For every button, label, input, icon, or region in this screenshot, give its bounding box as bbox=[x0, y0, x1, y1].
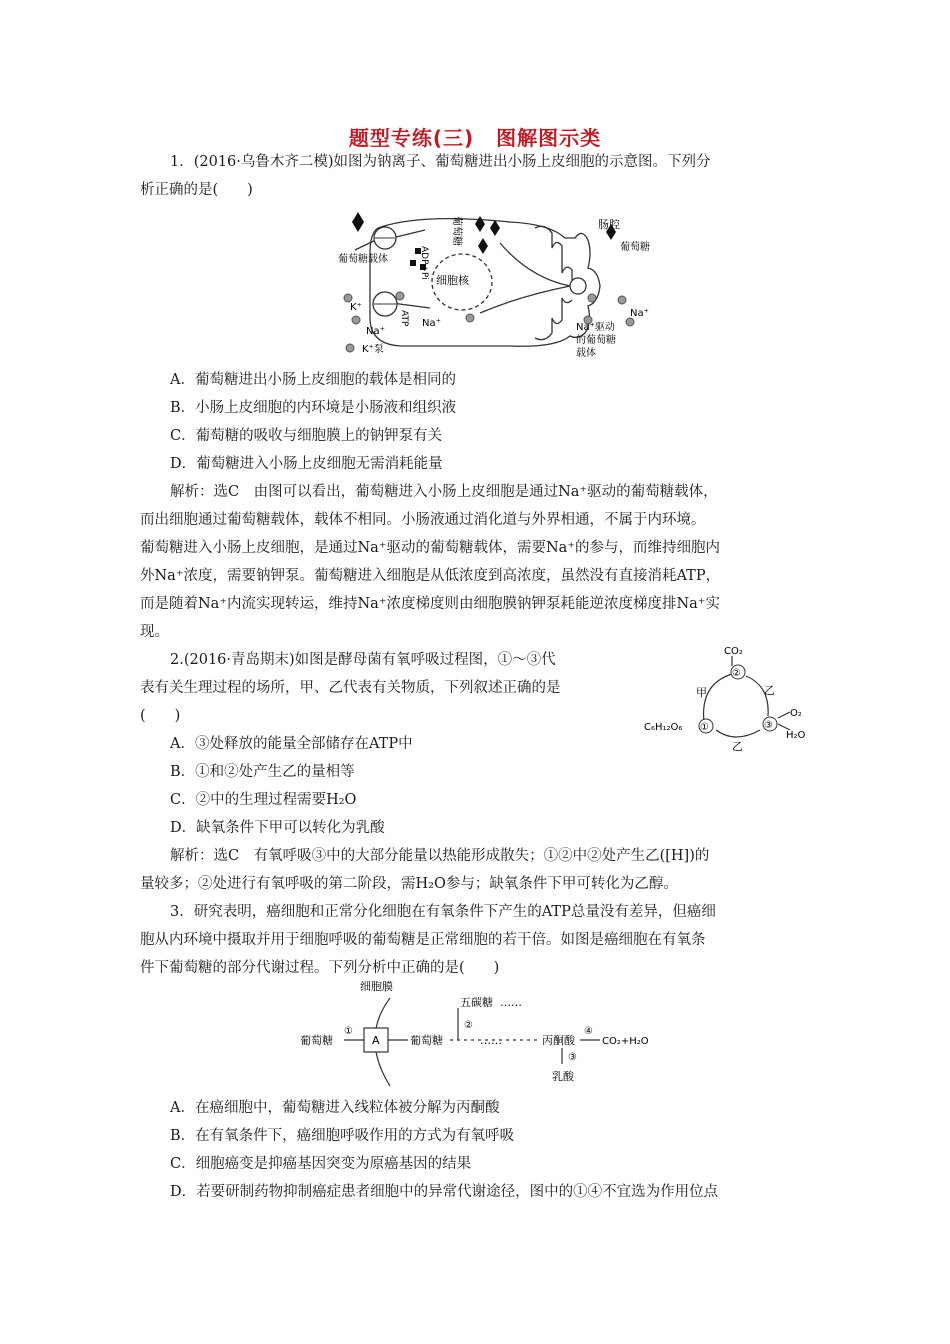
q1-analysis-line6: 现。 bbox=[140, 624, 169, 640]
page-title bbox=[0, 122, 950, 151]
q3-stem-line1: 3．研究表明，癌细胞和正常分化细胞在有氧条件下产生的ATP总量没有差异，但癌细 bbox=[170, 904, 716, 920]
q2-label-o2: O₂ bbox=[790, 708, 802, 719]
q1-label-k: K⁺ bbox=[350, 302, 362, 313]
q1-label-na-carrier-1: Na⁺驱动 bbox=[576, 322, 615, 333]
q3-stem-line3: 件下葡萄糖的部分代谢过程。下列分析中正确的是( ) bbox=[140, 960, 500, 976]
q1-label-adp: ADP+Pi bbox=[419, 246, 429, 280]
q3-label-c3: ③ bbox=[568, 1052, 577, 1063]
q3-figure bbox=[300, 978, 690, 1090]
q2-stem-line2: 表有关生理过程的场所，甲、乙代表有关物质，下列叙述正确的是 bbox=[140, 680, 561, 696]
q3-option-c: C．细胞癌变是抑癌基因突变为原癌基因的结果 bbox=[170, 1156, 472, 1172]
q3-label-c2: ② bbox=[464, 1020, 473, 1031]
q2-label-c3: ③ bbox=[764, 720, 773, 731]
q1-label-glucose-top: 葡萄糖 bbox=[451, 216, 462, 246]
title-part1: 题型专练(三) bbox=[348, 126, 475, 150]
q3-label-dots-top: …… bbox=[500, 996, 522, 1009]
q3-label-dots-mid: …… bbox=[480, 1034, 502, 1047]
q2-stem-line3: ( ) bbox=[140, 708, 181, 724]
q1-analysis-line2: 而出细胞通过葡萄糖载体，载体不相同。小肠液通过消化道与外界相通，不属于内环境。 bbox=[140, 512, 706, 528]
q1-label-na-3: Na⁺ bbox=[630, 308, 649, 319]
title-part2: 图解图示类 bbox=[496, 126, 602, 150]
q2-label-h2o: H₂O bbox=[786, 730, 806, 741]
q3-label-box: A bbox=[372, 1034, 380, 1047]
q2-label-co2: CO₂ bbox=[724, 646, 743, 657]
q3-label-lactate: 乳酸 bbox=[552, 1070, 574, 1083]
q1-label-pump: K⁺泵 bbox=[362, 344, 384, 355]
q1-analysis-line5: 而是随着Na⁺内流实现转运，维持Na⁺浓度梯度则由细胞膜钠钾泵耗能逆浓度梯度排Na⁺实 bbox=[140, 596, 720, 612]
q1-label-glucose-right: 葡萄糖 bbox=[620, 242, 650, 253]
q1-option-b: B．小肠上皮细胞的内环境是小肠液和组织液 bbox=[170, 400, 457, 416]
q2-label-glucose: C₆H₁₂O₆ bbox=[644, 722, 683, 733]
q1-analysis-line4: 外Na⁺浓度，需要钠钾泵。葡萄糖进入细胞是从低浓度到高浓度，虽然没有直接消耗ATP， bbox=[140, 568, 721, 584]
q2-option-d: D．缺氧条件下甲可以转化为乳酸 bbox=[170, 820, 385, 836]
q3-option-b: B．在有氧条件下，癌细胞呼吸作用的方式为有氧呼吸 bbox=[170, 1128, 515, 1144]
q2-analysis-line1: 解析：选C 有氧呼吸③中的大部分能量以热能形成散失；①②中②处产生乙([H])的 bbox=[170, 848, 710, 864]
q3-option-d: D．若要研制药物抑制癌症患者细胞中的异常代谢途径，图中的①④不宜选为作用位点 bbox=[170, 1184, 719, 1200]
q1-label-intestine: 肠腔 bbox=[598, 218, 620, 231]
q1-option-a: A．葡萄糖进出小肠上皮细胞的载体是相同的 bbox=[170, 372, 456, 388]
q3-stem-line2: 胞从内环境中摄取并用于细胞呼吸的葡萄糖是正常细胞的若干倍。如图是癌细胞在有氧条 bbox=[140, 932, 706, 948]
q1-analysis-line3: 葡萄糖进入小肠上皮细胞，是通过Na⁺驱动的葡萄糖载体，需要Na⁺的参与，而维持细胞内 bbox=[140, 540, 720, 556]
q3-label-glucose-in: 葡萄糖 bbox=[410, 1034, 443, 1047]
q1-label-na-2: Na⁺ bbox=[422, 318, 441, 329]
q2-option-a: A．③处释放的能量全部储存在ATP中 bbox=[170, 736, 413, 752]
q2-label-yi-bottom: 乙 bbox=[732, 740, 743, 753]
q1-label-glucose-carrier: 葡萄糖载体 bbox=[338, 254, 388, 265]
q1-label-nucleus: 细胞核 bbox=[436, 274, 469, 287]
q3-label-pyruvate: 丙酮酸 bbox=[542, 1034, 575, 1047]
q2-label-yi-top: 乙 bbox=[764, 684, 775, 697]
q3-label-pentose: 五碳糖 bbox=[460, 996, 493, 1009]
q1-stem-line1: 1．(2016·乌鲁木齐二模)如图为钠离子、葡萄糖进出小肠上皮细胞的示意图。下列分 bbox=[170, 154, 711, 170]
q2-option-b: B．①和②处产生乙的量相等 bbox=[170, 764, 355, 780]
q1-option-d: D．葡萄糖进入小肠上皮细胞无需消耗能量 bbox=[170, 456, 443, 472]
q2-label-jia: 甲 bbox=[696, 686, 707, 699]
q1-label-na-carrier-3: 载体 bbox=[576, 348, 596, 359]
q1-option-c: C．葡萄糖的吸收与细胞膜上的钠钾泵有关 bbox=[170, 428, 443, 444]
q1-analysis-line1: 解析：选C 由图可以看出，葡萄糖进入小肠上皮细胞是通过Na⁺驱动的葡萄糖载体， bbox=[170, 484, 718, 500]
q3-label-c4: ④ bbox=[584, 1026, 593, 1037]
q1-label-atp: ATP bbox=[399, 310, 409, 327]
q3-label-glucose-out: 葡萄糖 bbox=[300, 1034, 333, 1047]
q2-analysis-line2: 量较多；②处进行有氧呼吸的第二阶段，需H₂O参与；缺氧条件下甲可转化为乙醇。 bbox=[140, 876, 678, 892]
q3-option-a: A．在癌细胞中，葡萄糖进入线粒体被分解为丙酮酸 bbox=[170, 1100, 500, 1116]
q1-figure bbox=[330, 208, 660, 360]
q2-figure bbox=[640, 644, 820, 754]
q2-label-c1: ① bbox=[700, 722, 709, 733]
q2-stem-line1: 2.(2016·青岛期末)如图是酵母菌有氧呼吸过程图，①～③代 bbox=[170, 652, 556, 668]
q1-stem-line2: 析正确的是( ) bbox=[140, 182, 253, 198]
q3-label-c1: ① bbox=[344, 1026, 353, 1037]
q1-label-na-carrier-2: 的葡萄糖 bbox=[576, 335, 616, 346]
q2-label-c2: ② bbox=[732, 668, 741, 679]
q3-label-membrane: 细胞膜 bbox=[360, 980, 393, 993]
q2-option-c: C．②中的生理过程需要H₂O bbox=[170, 792, 357, 808]
q1-label-na-1: Na⁺ bbox=[366, 326, 385, 337]
q3-label-product: CO₂+H₂O bbox=[602, 1036, 649, 1047]
